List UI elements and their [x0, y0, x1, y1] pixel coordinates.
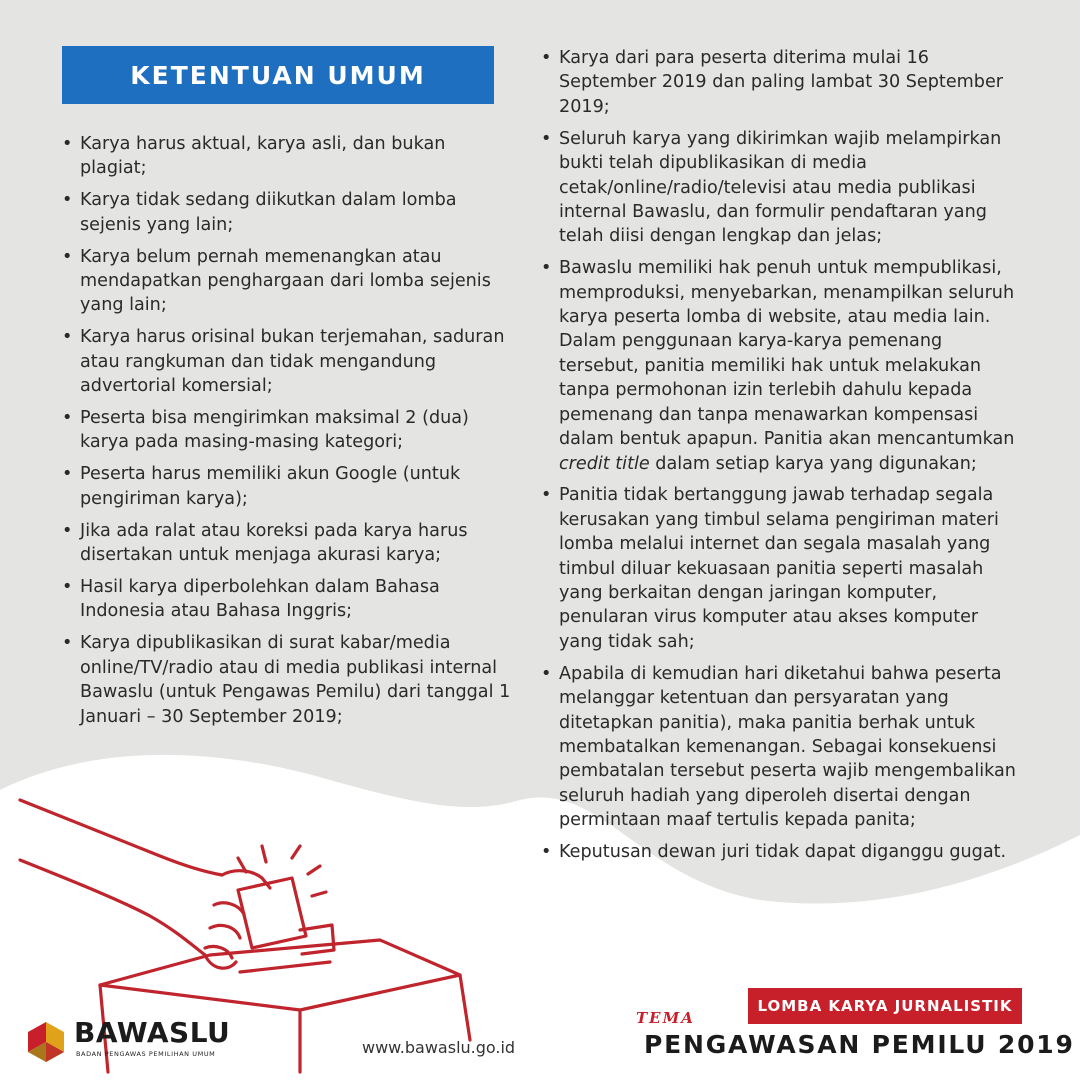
website-link[interactable]: www.bawaslu.go.id	[362, 1038, 516, 1057]
list-item: • Panitia tidak bertanggung jawab terhadap segala kerusakan yang timbul selama pengiriman materi lomba melalui internet dan segala masalah yang timbul diluar kekuasaan panitia seperti masalah yang berkaitan dengan jaringan komputer, penularan virus komputer atau akses komputer yang tidak sah;	[541, 483, 1021, 654]
theme-title: PENGAWASAN PEMILU 2019	[644, 1030, 1075, 1059]
competition-badge	[748, 988, 1022, 1024]
list-item: • Karya harus orisinal bukan terjemahan, saduran atau rangkuman dan tidak mengandung advertorial komersial;	[62, 325, 514, 398]
logo-wordmark: BAWASLU	[74, 1016, 231, 1049]
list-item: • Karya dipublikasikan di surat kabar/media online/TV/radio atau di media publikasi internal Bawaslu (untuk Pengawas Pemilu) dari tanggal 1 Januari – 30 September 2019;	[62, 631, 514, 729]
list-item: • Bawaslu memiliki hak penuh untuk mempublikasi, memproduksi, menyebarkan, menampilkan seluruh karya peserta lomba di website, atau media lain. Dalam penggunaan karya-karya pemenang tersebut, panitia memiliki hak untuk melakukan tanpa permohonan izin terlebih dahulu kepada pemenang dan tanpa menawarkan kompensasi dalam bentuk apapun. Panitia akan mencantumkan credit title dalam setiap karya yang digunakan;	[541, 256, 1021, 476]
list-item: • Karya tidak sedang diikutkan dalam lomba sejenis yang lain;	[62, 188, 514, 237]
tema-label: TEMA	[636, 1009, 695, 1027]
list-item: • Seluruh karya yang dikirimkan wajib melampirkan bukti telah dipublikasikan di media cetak/online/radio/televisi atau media publikasi internal Bawaslu, dan formulir pendaftaran yang telah diisi dengan lengkap dan jelas;	[541, 127, 1021, 249]
list-item: • Peserta bisa mengirimkan maksimal 2 (dua) karya pada masing-masing kategori;	[62, 406, 514, 455]
list-item: • Apabila di kemudian hari diketahui bahwa peserta melanggar ketentuan dan persyaratan yang ditetapkan panitia), maka panitia berhak untuk membatalkan kemenangan. Sebagai konsekuensi pembatalan tersebut peserta wajib mengembalikan seluruh hadiah yang diperoleh disertai dengan permintaan maaf tertulis kepada panita;	[541, 662, 1021, 833]
rules-list-right	[541, 46, 1021, 872]
rules-list-left	[62, 132, 514, 736]
list-item: • Keputusan dewan juri tidak dapat diganggu gugat.	[541, 840, 1021, 864]
list-item: • Karya dari para peserta diterima mulai 16 September 2019 dan paling lambat 30 September 2019;	[541, 46, 1021, 119]
list-item: • Jika ada ralat atau koreksi pada karya harus disertakan untuk menjaga akurasi karya;	[62, 519, 514, 568]
list-item: • Hasil karya diperbolehkan dalam Bahasa Indonesia atau Bahasa Inggris;	[62, 575, 514, 624]
logo-subtitle: BADAN PENGAWAS PEMILIHAN UMUM	[76, 1050, 216, 1058]
list-item: • Peserta harus memiliki akun Google (untuk pengiriman karya);	[62, 462, 514, 511]
section-title: KETENTUAN UMUM	[130, 60, 426, 90]
competition-badge-label: LOMBA KARYA JURNALISTIK	[757, 997, 1013, 1015]
section-title-banner	[62, 46, 494, 104]
list-item: • Karya harus aktual, karya asli, dan bukan plagiat;	[62, 132, 514, 181]
list-item: • Karya belum pernah memenangkan atau mendapatkan penghargaan dari lomba sejenis yang lain;	[62, 245, 514, 318]
